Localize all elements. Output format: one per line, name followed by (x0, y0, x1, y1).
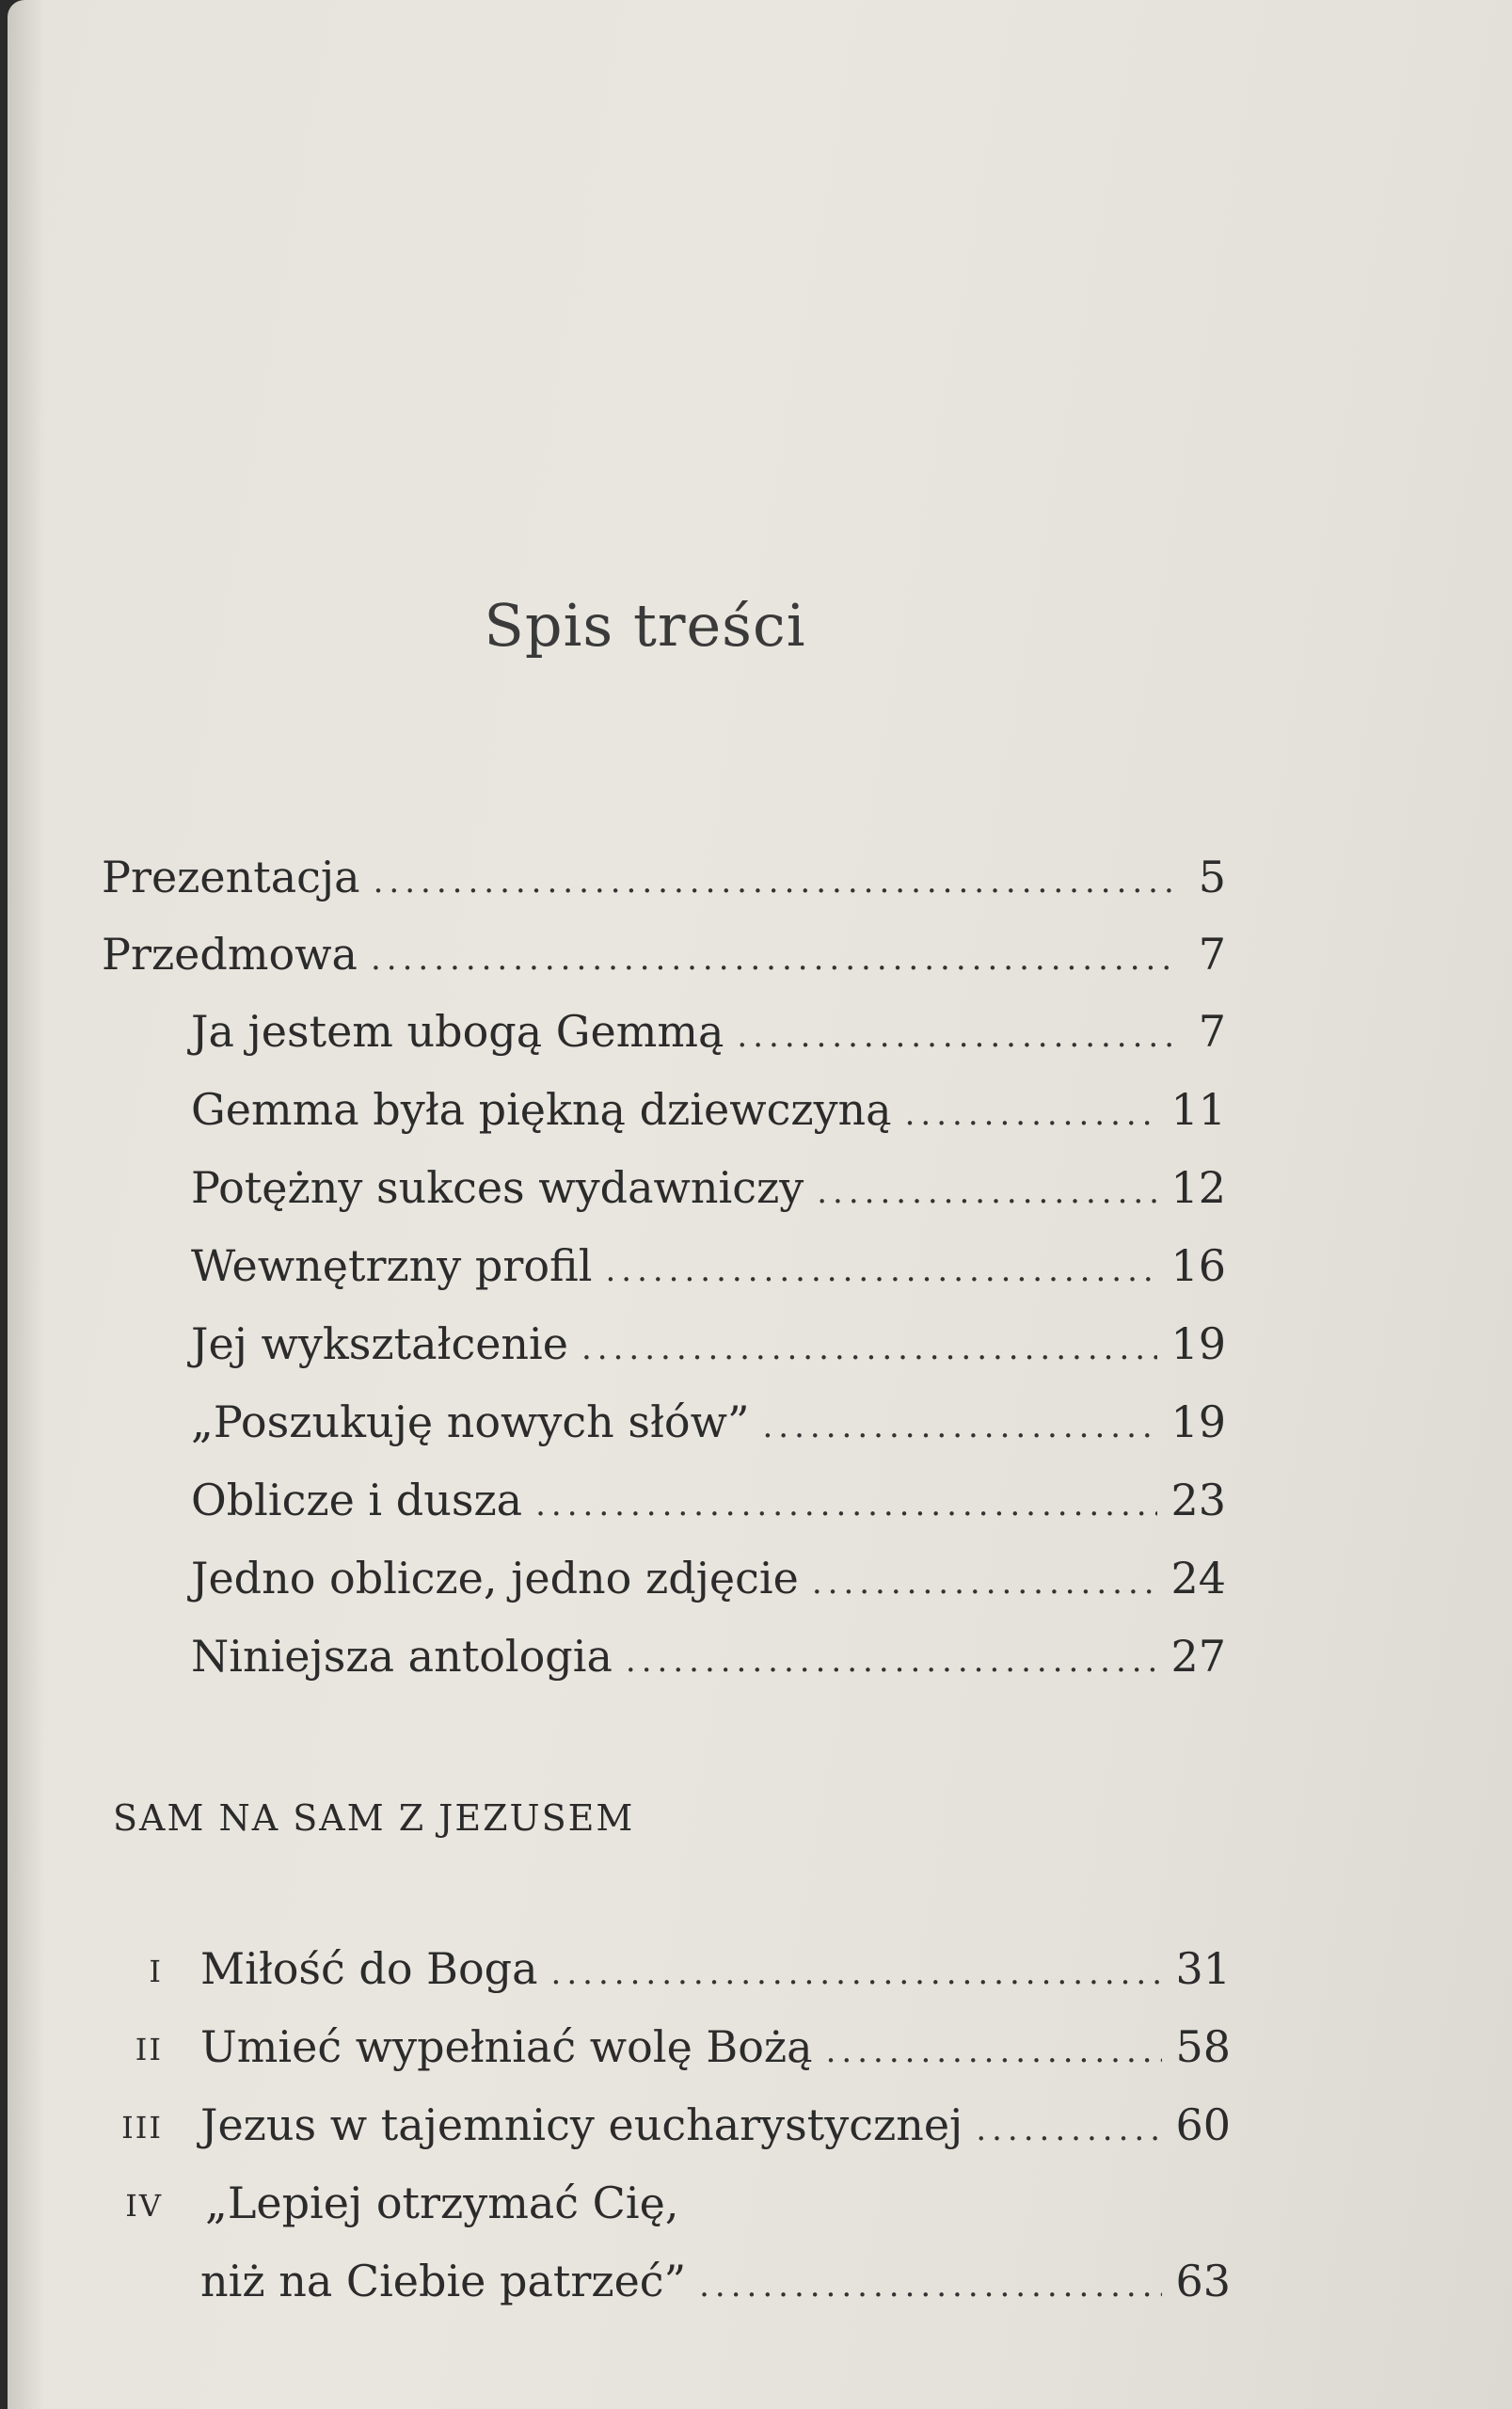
toc-entry-label: Przedmowa (102, 929, 358, 980)
dot-leader (737, 1017, 1171, 1055)
toc-entry-label: Ja jestem ubogą Gemmą (191, 1006, 724, 1057)
book-page (8, 0, 1512, 2409)
dot-leader (551, 1954, 1163, 1992)
chapter-numeral: IV (125, 2188, 163, 2224)
toc-entry-page: 12 (1170, 1162, 1226, 1213)
page-title: Spis treści (484, 591, 806, 660)
toc-entry-label: Oblicze i dusza (191, 1475, 523, 1525)
toc-entry-label: Potężny sukces wydawniczy (191, 1162, 804, 1213)
dot-leader (374, 863, 1171, 901)
toc-entry-page: 5 (1198, 852, 1226, 902)
dot-leader (699, 2267, 1162, 2305)
chapter-entry (200, 2099, 1231, 2150)
chapter-numeral: III (121, 2110, 163, 2146)
toc-subentry (191, 1162, 1226, 1213)
toc-entry-page: 7 (1198, 929, 1226, 980)
toc-entry-page: 11 (1170, 1084, 1226, 1135)
toc-subentry (191, 1084, 1226, 1135)
toc-entry-page: 31 (1175, 1943, 1231, 1994)
toc-entry-label: Prezentacja (102, 852, 360, 902)
toc-entry (102, 852, 1226, 902)
toc-entry-label: Wewnętrzny profil (191, 1240, 593, 1291)
toc-entry-page: 60 (1175, 2099, 1231, 2150)
toc-entry-page: 7 (1198, 1006, 1226, 1057)
toc-subentry (191, 1396, 1226, 1447)
toc-subentry (191, 1006, 1226, 1057)
toc-entry-page: 19 (1170, 1396, 1226, 1447)
toc-entry-label: Miłość do Boga (200, 1943, 538, 1994)
chapter-numeral: II (135, 2032, 163, 2067)
toc-entry-label: Gemma była piękną dziewczyną (191, 1084, 892, 1135)
toc-entry-label: Niniejsza antologia (191, 1631, 613, 1682)
chapter-numeral: I (149, 1954, 163, 1989)
toc-entry-page: 19 (1170, 1318, 1226, 1369)
toc-entry-label: „Poszukuję nowych słów” (191, 1396, 750, 1447)
dot-leader (581, 1330, 1157, 1367)
dot-leader (905, 1095, 1158, 1133)
dot-leader (605, 1252, 1157, 1289)
dot-leader (826, 2033, 1163, 2070)
toc-subentry (191, 1475, 1226, 1525)
toc-entry-page: 23 (1170, 1475, 1226, 1525)
chapter-title-line1: „Lepiej otrzymać Cię, (205, 2178, 679, 2228)
dot-leader (371, 940, 1171, 978)
chapter-title-line2: niż na Ciebie patrzeć” (200, 2256, 687, 2306)
toc-entry (102, 929, 1226, 980)
toc-entry-page: 27 (1170, 1631, 1226, 1682)
chapter-entry (200, 2021, 1231, 2072)
toc-subentry (191, 1553, 1226, 1603)
chapter-entry (200, 1943, 1231, 1994)
dot-leader (626, 1642, 1158, 1680)
section-heading: SAM NA SAM Z JEZUSEM (113, 1797, 635, 1839)
toc-entry-label: Jej wykształcenie (191, 1318, 568, 1369)
dot-leader (976, 2111, 1162, 2148)
toc-subentry (191, 1631, 1226, 1682)
dot-leader (812, 1564, 1158, 1602)
dot-leader (763, 1408, 1158, 1445)
toc-entry-page: 63 (1175, 2256, 1231, 2306)
toc-subentry (191, 1318, 1226, 1369)
toc-entry-label: Jezus w tajemnicy eucharystycznej (200, 2099, 963, 2150)
toc-entry-page: 24 (1170, 1553, 1226, 1603)
toc-entry-page: 58 (1175, 2021, 1231, 2072)
toc-entry-page: 16 (1170, 1240, 1226, 1291)
toc-entry-label: Jedno oblicze, jedno zdjęcie (191, 1553, 799, 1603)
dot-leader (535, 1486, 1157, 1524)
dot-leader (817, 1173, 1157, 1211)
toc-entry-label: Umieć wypełniać wolę Bożą (200, 2021, 813, 2072)
chapter-entry (200, 2256, 1231, 2306)
toc-subentry (191, 1240, 1226, 1291)
